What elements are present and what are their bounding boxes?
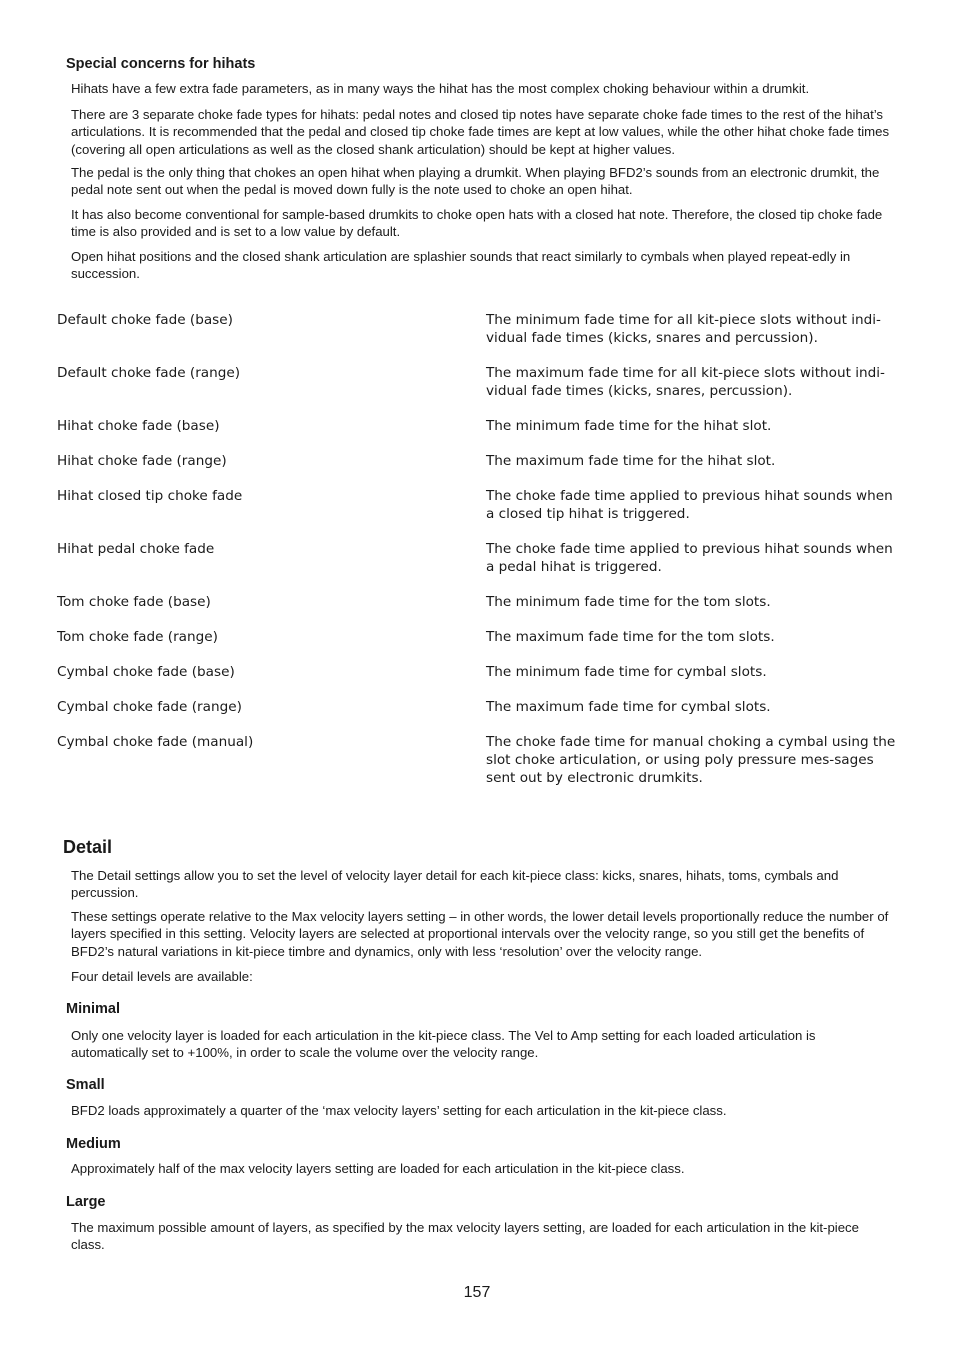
detail-level-heading-minimal: Minimal: [66, 1001, 120, 1017]
detail-level-text-medium: Approximately half of the max velocity layers setting are loaded for each articulation in the kit-piece class.: [71, 1161, 685, 1176]
parameter-row: [57, 487, 897, 523]
parameter-description: The choke fade time applied to previous hihat sounds when a pedal hihat is triggered.: [486, 541, 893, 575]
page-number: 157: [463, 1284, 491, 1301]
hihats-paragraph-1: Hihats have a few extra fade parameters, as in many ways the hihat has the most complex choking behaviour within a drumkit.: [71, 81, 810, 96]
parameter-description: The minimum fade time for cymbal slots.: [486, 664, 767, 680]
parameter-description: The choke fade time applied to previous hihat sounds when a closed tip hihat is triggered.: [486, 488, 893, 522]
parameter-row: [57, 663, 897, 681]
parameter-row: [57, 628, 897, 646]
parameter-name: Tom choke fade (base): [57, 594, 211, 610]
detail-level-text-small: BFD2 loads approximately a quarter of the ‘max velocity layers’ setting for each articulation in the kit-piece class.: [71, 1103, 727, 1118]
detail-level-heading-small: Small: [66, 1077, 105, 1093]
parameter-description: The maximum fade time for cymbal slots.: [486, 699, 771, 715]
parameter-row: [57, 593, 897, 611]
hihats-paragraph-5: Open hihat positions and the closed shank articulation are splashier sounds that react similarly to cymbals when played repeat-edly in succession.: [71, 249, 851, 282]
detail-section-title: Detail: [63, 837, 113, 857]
detail-level-text-minimal: Only one velocity layer is loaded for each articulation in the kit-piece class. The Vel to Amp setting for each loaded articulation is automatically set to +100%, in order to scale the volume over the velocity range.: [71, 1028, 816, 1061]
parameter-row: [57, 311, 897, 347]
hihats-paragraph-2: There are 3 separate choke fade types for hihats: pedal notes and closed tip notes have separate choke fade times to the rest of the hihat’s articulations. It is recommended that the pedal and closed tip choke fade times are kept at low values, while the other hihat choke fade times (covering all open articulations as well as the closed shank articulation) should be kept at higher values.: [71, 107, 890, 157]
hihats-paragraph-4: It has also become conventional for sample-based drumkits to choke open hats with a closed hat note. Therefore, the closed tip choke fade time is also provided and is set to a low value by default.: [71, 207, 883, 240]
parameter-name: Tom choke fade (range): [57, 629, 218, 645]
detail-level-heading-medium: Medium: [66, 1136, 121, 1152]
parameter-row: [57, 698, 897, 716]
parameter-name: Cymbal choke fade (manual): [57, 734, 254, 750]
parameter-row: [57, 452, 897, 470]
hihats-paragraph-3: The pedal is the only thing that chokes an open hihat when playing a drumkit. When playing BFD2’s sounds from an electronic drumkit, the pedal note sent out when the pedal is moved down fully is the note used to choke an open hihat.: [71, 165, 880, 198]
parameter-description: The minimum fade time for all kit-piece slots without indi-vidual fade times (kicks, snares and percussion).: [486, 312, 881, 346]
parameter-name: Default choke fade (range): [57, 365, 241, 381]
detail-paragraph-2: These settings operate relative to the Max velocity layers setting – in other words, the lower detail levels proportionally reduce the number of layers specified in this setting. Velocity layers are selected at proportional intervals over the velocity range, so you still get the benefits of BFD2’s natural variations in kit-piece timbre and dynamics, only with less ‘resolution’ over the velocity range.: [71, 909, 889, 959]
hihats-heading: Special concerns for hihats: [66, 56, 256, 72]
parameter-row: [57, 417, 897, 435]
parameter-row: [57, 733, 897, 787]
parameter-row: [57, 364, 897, 400]
detail-paragraph-1: The Detail settings allow you to set the level of velocity layer detail for each kit-piece class: kicks, snares, hihats, toms, cymbals and percussion.: [71, 868, 839, 901]
parameter-row: [57, 540, 897, 576]
parameter-name: Default choke fade (base): [57, 312, 233, 328]
parameter-name: Hihat choke fade (base): [57, 418, 220, 434]
parameter-description: The minimum fade time for the tom slots.: [486, 594, 771, 610]
parameter-description: The choke fade time for manual choking a cymbal using the slot choke articulation, or using poly pressure mes-sages sent out by electronic drumkits.: [486, 734, 896, 786]
detail-level-heading-large: Large: [66, 1194, 106, 1210]
parameter-name: Hihat pedal choke fade: [57, 541, 215, 557]
parameter-description: The maximum fade time for all kit-piece slots without indi-vidual fade times (kicks, snares, percussion).: [486, 365, 885, 399]
parameter-name: Cymbal choke fade (base): [57, 664, 235, 680]
parameter-description: The maximum fade time for the hihat slot.: [486, 453, 776, 469]
parameter-name: Cymbal choke fade (range): [57, 699, 242, 715]
parameter-name: Hihat choke fade (range): [57, 453, 227, 469]
choke-fade-parameter-table: [57, 311, 897, 787]
parameter-name: Hihat closed tip choke fade: [57, 488, 243, 504]
detail-level-text-large: The maximum possible amount of layers, as specified by the max velocity layers setting, are loaded for each articulation in the kit-piece class.: [71, 1220, 859, 1253]
detail-paragraph-3: Four detail levels are available:: [71, 969, 253, 984]
parameter-description: The maximum fade time for the tom slots.: [486, 629, 775, 645]
parameter-description: The minimum fade time for the hihat slot.: [486, 418, 772, 434]
